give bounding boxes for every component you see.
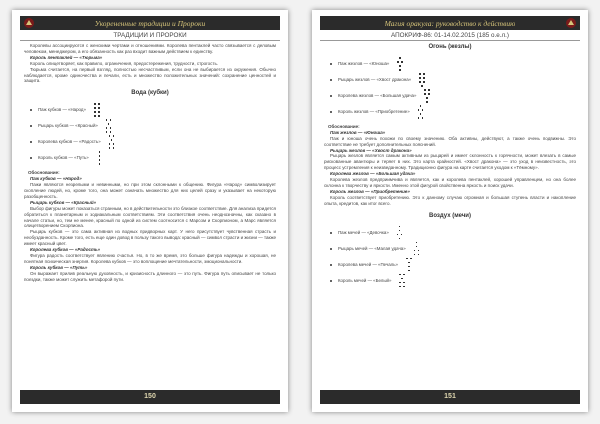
section-title-air: Воздух (мечи) xyxy=(429,212,471,219)
item-label: Рыцарь кубков — «Красный» xyxy=(38,123,98,129)
paragraph: Король олицетворяет, как правило, ограничения, предостережения, трудности, строгость. xyxy=(30,60,219,66)
list-item xyxy=(330,104,576,120)
right-header-title: Магия оракула: руководство к действию xyxy=(384,18,516,28)
subheading: Королева кубков — «Радость» xyxy=(30,247,101,253)
geomantic-figure-icon xyxy=(104,119,114,133)
paragraph: Он выражает прилив реальную духовность, и кризисность длинного — это путь. Фигура путь описывает не только поездки, также может служить метафорой пути. xyxy=(24,270,276,282)
paragraph: Королева жезлов предприимчива и является, как и королева пентаклей, хорошей управленцем, но она более склонна к творчеству и яркости. Именно этой фигурой свойственна яркость и поиск удачи. xyxy=(324,177,576,188)
paragraph: Королевы ассоциируются с женскими чертами и отношениями. Королева пентаклей часто связывается с деловым человеком, менеджером, а его обязанность как раз входит важным действием к единству. xyxy=(24,43,276,54)
paragraph: Пажи являются незрелыми и невинными, но при этом склонными к общению. Фигура «Народ» символизирует скопление людей, но, кроме того, она может означать множество для них целей сразу и указывает на некоторую разобщенность. xyxy=(24,182,276,199)
subheading: Рыцарь жезлов — «Хвост дракона» xyxy=(330,147,412,153)
list-item xyxy=(330,88,576,104)
left-header-bar xyxy=(20,16,280,30)
right-header-bar xyxy=(320,16,580,30)
left-header-title: Укорененные традиции и Пророки xyxy=(94,18,206,28)
geomantic-figure-icon xyxy=(412,242,422,256)
subheading: Король пентаклей — «Тюрьма» xyxy=(30,54,103,60)
subheading: Королева жезлов — «Большая удача» xyxy=(330,171,416,177)
right-content xyxy=(324,43,576,386)
paragraph: Король соответствует приобретению. Это к данному случаю огромная и большая ступень власти и накопление опыта, кредитов, как итог всего. xyxy=(324,194,576,206)
item-label: Паж кубков — «Народ» xyxy=(38,107,86,113)
geomantic-figure-icon xyxy=(416,105,426,119)
item-label: Рыцарь мечей — «Малая удача» xyxy=(338,245,406,251)
geomantic-figure-icon xyxy=(395,57,405,71)
bullet-icon xyxy=(330,111,332,113)
left-subheader: ТРАДИЦИИ И ПРОРОКИ xyxy=(20,32,280,41)
subheading: Рыцарь кубков — «Красный» xyxy=(30,199,97,205)
bullet-icon xyxy=(30,157,32,159)
explanation-label: Обоснование: xyxy=(28,170,60,176)
paragraph: Рыцарь кубков — это сама активная из водных придворных карт. У него присутствует чувственная страсть и необузданность. Кроме того, есть еще один довод в пользу такого вывода: красный — символ страсти и жизни — также имеет красный цвет. xyxy=(24,229,276,247)
geomantic-figure-icon xyxy=(417,73,427,87)
item-label: Король кубков — «Путь» xyxy=(38,155,89,161)
geomantic-figure-icon xyxy=(397,274,407,288)
right-page-number: 151 xyxy=(320,390,580,404)
item-label: Королева жезлов — «Большая удача» xyxy=(338,92,417,98)
section-title-water: Вода (кубки) xyxy=(131,90,169,97)
right-page xyxy=(312,10,588,412)
subheading: Король жезлов — «Приобретение» xyxy=(330,188,410,194)
bullet-icon xyxy=(30,109,32,111)
geomantic-figure-icon xyxy=(395,226,405,240)
list-item xyxy=(330,72,576,88)
paragraph: Паж и юноша очень похожи по своему значению. Оба активны, действуют, а также очень подвижны. Это соответствие не требует дополнительных пояснений. xyxy=(324,135,576,147)
paragraph: Рыцарь жезлов является самым активным из рыцарей и имеет склонность к горячности, может влезать в самые рискованные авантюры и теряет в них. Это карта крайностей. «Хвост дракона» — это уход в неизвестность, это процесс устремления к неизведанному. Традиционно фигура на карте считается уходом к «Тёмному». xyxy=(324,153,576,171)
list-item xyxy=(330,56,576,72)
geomantic-figure-icon xyxy=(107,135,117,149)
item-label: Король мечей — «Белый» xyxy=(338,277,392,283)
list-item xyxy=(330,241,576,257)
item-label: Король жезлов — «Приобретение» xyxy=(338,108,410,114)
list-item xyxy=(30,118,276,134)
explanation-label: Обоснование: xyxy=(328,123,360,129)
right-subheader: АПОКРИФ-86: 01-14.02.2015 (185 о.е.л.) xyxy=(320,32,580,41)
bullet-icon xyxy=(330,264,332,266)
fire-items-list xyxy=(324,56,576,120)
paragraph: Фигура радость соответствует явлению счастья. Но, в то же время, это больше фигура надежды и хорошая, не понятная психическая энергия. Королева кубков — это воплощение мечтательности, эмоциональности. xyxy=(24,252,276,264)
paragraph: Выбор фигуры может показаться странным, но в действительности это близкое соответствие. Для анализа придется обратиться к планетарным и зодиакальным соответствиям. Эти соответствия очень неоднозначны, как сказано в начале статьи, но, тем не менее, красный по одной из систем соотносится с Марсом и Скорпионом, а Марс является олицетворением Скорпиона. xyxy=(24,205,276,229)
bullet-icon xyxy=(30,141,32,143)
list-item xyxy=(330,257,576,273)
bullet-icon xyxy=(330,63,332,65)
subheading: Паж кубков — «Народ» xyxy=(30,176,82,182)
left-content xyxy=(24,43,276,386)
section-title-fire: Огонь (жезлы) xyxy=(428,44,472,50)
list-item xyxy=(330,273,576,289)
item-label: Королева мечей — «Печаль» xyxy=(338,261,398,267)
item-label: Паж жезлов — «Юноша» xyxy=(338,60,390,66)
list-item xyxy=(30,150,276,166)
list-item xyxy=(330,225,576,241)
paragraph: Тюрьма считается, на первый взгляд, полностью несчастливым, если она не выбирается из окружения. Обычно наблюдается, кроме одиночества и печали, есть и множество положительных значений: сохранение ценностей и защита. xyxy=(24,66,276,84)
geomantic-figure-icon xyxy=(422,89,432,103)
bullet-icon xyxy=(330,248,332,250)
item-label: Рыцарь жезлов — «Хвост дракона» xyxy=(338,76,412,82)
bullet-icon xyxy=(330,232,332,234)
water-items-list xyxy=(24,102,276,166)
subheading: Паж жезлов — «Юноша» xyxy=(330,129,386,135)
geomantic-figure-icon xyxy=(404,258,414,272)
bullet-icon xyxy=(330,79,332,81)
book-logo-icon xyxy=(565,17,577,29)
item-label: Королева кубков — «Радость» xyxy=(38,139,101,145)
bullet-icon xyxy=(30,125,32,127)
bullet-icon xyxy=(330,95,332,97)
bullet-icon xyxy=(330,280,332,282)
book-logo-icon xyxy=(23,17,35,29)
geomantic-figure-icon xyxy=(92,103,102,117)
left-page-number: 150 xyxy=(20,390,280,404)
geomantic-figure-icon xyxy=(95,151,105,165)
air-items-list xyxy=(324,225,576,289)
left-page xyxy=(12,10,288,412)
list-item xyxy=(30,102,276,118)
item-label: Паж мечей — «Девочка» xyxy=(338,229,389,235)
subheading: Король кубков — «Путь» xyxy=(30,264,88,270)
list-item xyxy=(30,134,276,150)
